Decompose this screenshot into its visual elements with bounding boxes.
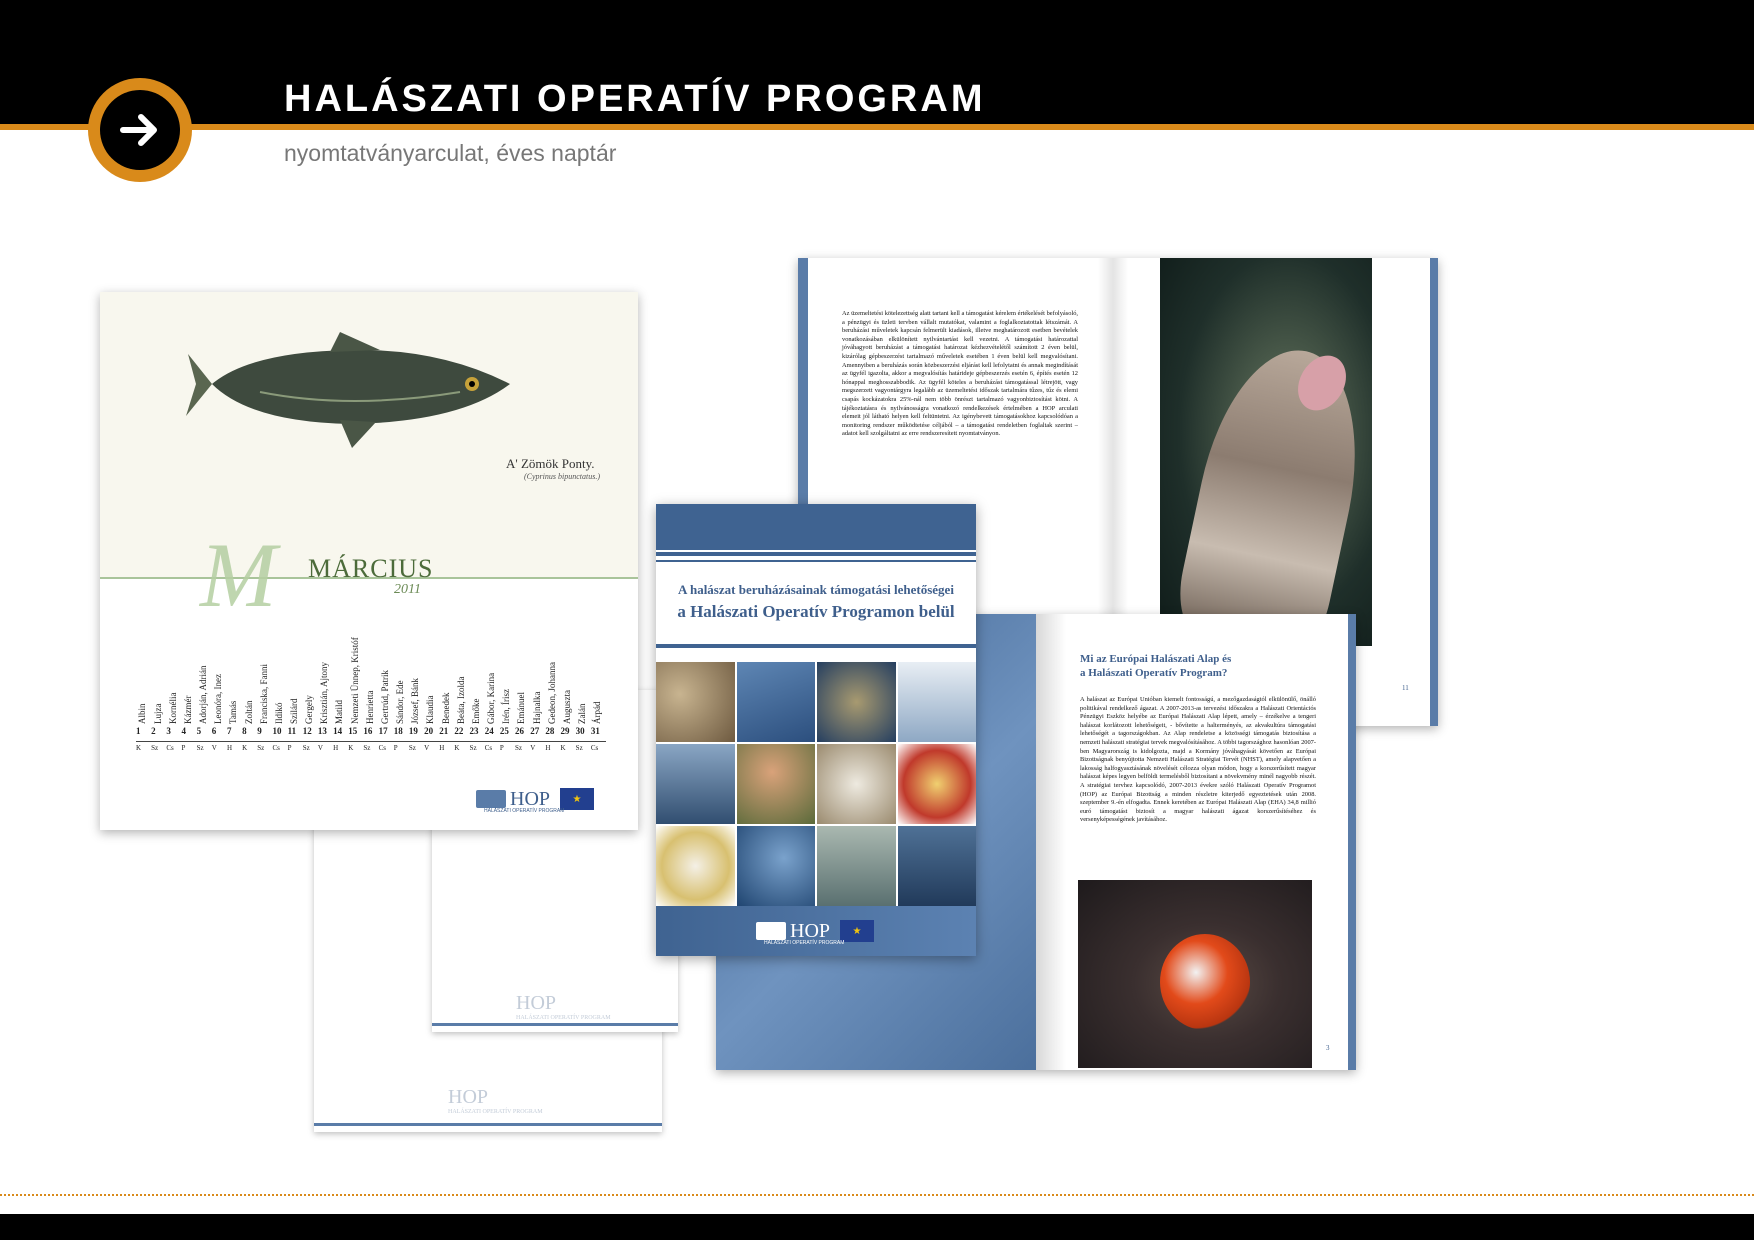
name-day: Lujza <box>152 703 163 724</box>
name-day: Zoltán <box>243 700 254 724</box>
day-number: 2 <box>151 726 156 736</box>
hop-word: HOP <box>790 920 831 942</box>
calendar-year: 2011 <box>394 582 421 597</box>
brochure-cover <box>656 504 976 956</box>
day-numbers <box>136 726 606 740</box>
name-day: Albin <box>137 703 148 724</box>
weekday-letter: Cs <box>378 744 386 752</box>
day-number: 29 <box>560 726 570 736</box>
weekday-letter: V <box>317 744 323 752</box>
name-day: Tamás <box>228 700 239 724</box>
name-day: Kázmér <box>182 695 193 724</box>
day-number: 12 <box>302 726 312 736</box>
weekday-letter: H <box>545 744 551 752</box>
day-number: 21 <box>439 726 449 736</box>
page-number: 3 <box>1326 1044 1330 1052</box>
day-number: 8 <box>242 726 247 736</box>
day-number: 20 <box>424 726 434 736</box>
day-number: 13 <box>317 726 327 736</box>
day-number: 4 <box>181 726 186 736</box>
name-day: Emánuel <box>516 692 527 724</box>
hop-watermark <box>448 1086 543 1115</box>
weekday-letter: Sz <box>302 744 310 752</box>
koi-fish <box>1160 934 1250 1030</box>
hop-watermark <box>516 992 611 1021</box>
photo-tile <box>898 826 977 906</box>
name-day: Auguszta <box>561 690 572 724</box>
day-number: 7 <box>226 726 232 736</box>
sheet-stripe <box>314 1123 662 1126</box>
fish-caption: A' Zömök Ponty. <box>506 456 595 471</box>
name-day: Klaudia <box>425 695 436 724</box>
page-subtitle: nyomtatványarculat, éves naptár <box>284 140 617 166</box>
day-number: 22 <box>454 726 464 736</box>
name-day: Henrietta <box>364 690 375 724</box>
weekday-letter: Cs <box>484 744 493 752</box>
day-number: 30 <box>575 726 585 736</box>
calendar-illustration <box>100 292 638 578</box>
bottom-bar <box>0 1214 1754 1240</box>
name-day: Ildikó <box>273 702 284 724</box>
weekday-letter: Cs <box>272 744 280 752</box>
spread-body-text: A halászat az Európai Unióban kiemelt fontosságú, a mezőgazdaságtól elkülönülő, önálló politikával rendelkező ágazat. A 2007-2013-as tervezési időszakra a Halászati Orientációs Pénzügyi Eszköz helyébe az Európai Halászati Alap lépett, amely – érzékelve a tengeri halászat korlátozott lehetőségeit, - bővítette a halterményés, az akvakultúra támogatási lehetőségét a tagországokban. Az Alap rendeletse a közösségi támogatás biztosítása a nemzeti halászati stratégiai tervek megvalósításához. A többi tagországhoz hasonlóan 2007-ben Magyarország is kidolgozta, majd a Kormány jóváhagyását követően az Európai Bizottságnak benyújtotta Nemzeti Halászati Stratégiai Tervét (NHST), amely alapvetően a lakosság halfogyasztásának növelését célozza olyan módon, hogy a korszerűsített magyar halászat képes legyen belföldi termelésből biztosítani a növekvmény minél nagyobb részét. A stratégiai tervhez kapcsolódó, 2007-2013 évekre szóló Halászati Operatív Programot (HOP) az Európai Bizottság a minden részletre kiterjedő egyeztetések után 2008. szeptember 9.-én elfogadta. Ennek keretében az Európai Halászati Alap (EHA) 34,8 millió euró támogatást biztosít a magyar halászati ágazat korszerűsítéséhez és versenyképességének javításához. <box>1080 696 1316 824</box>
photo-grid <box>656 662 976 906</box>
day-number: 25 <box>499 726 509 736</box>
photo-tile <box>656 662 735 742</box>
cover-band <box>656 504 976 550</box>
name-day: Matild <box>334 700 345 724</box>
trout-photo <box>1160 258 1372 646</box>
hop-word: HOP <box>510 788 551 810</box>
name-day: Emőke <box>470 698 481 724</box>
name-day: Hajnalka <box>531 691 542 724</box>
weekday-letter: V <box>530 744 536 752</box>
name-day: Nemzeti Ünnep, Kristóf <box>349 637 360 724</box>
photo-tile <box>898 662 977 742</box>
month-name: MÁRCIUS <box>308 554 434 583</box>
name-day: Gergely <box>304 695 315 724</box>
fish-latin-name: (Cyprinus bipunctatus.) <box>524 472 600 481</box>
page-title: HALÁSZATI OPERATÍV PROGRAM <box>284 78 986 120</box>
spread-edge <box>1430 258 1438 726</box>
photo-tile <box>737 744 816 824</box>
weekday-letter: P <box>287 744 292 752</box>
cover-band <box>656 560 976 562</box>
name-day: József, Bánk <box>410 678 421 724</box>
day-number: 26 <box>515 726 525 736</box>
name-day: Gedeon, Johanna <box>546 662 557 724</box>
day-number: 10 <box>272 726 282 736</box>
page-number: 11 <box>1402 684 1409 692</box>
hop-logo <box>476 788 594 814</box>
hop-sub: HALÁSZATI OPERATÍV PROGRAM <box>764 940 845 946</box>
name-day: Árpád <box>592 701 603 724</box>
photo-tile <box>898 744 977 824</box>
name-day: Kornélia <box>167 692 178 724</box>
weekday-letter: H <box>439 744 445 752</box>
name-day: Sándor, Ede <box>395 680 406 724</box>
day-number: 11 <box>287 726 297 736</box>
weekday-letter: Cs <box>166 744 174 752</box>
day-number: 17 <box>378 726 388 736</box>
weekday-letter: P <box>499 744 504 752</box>
koi-photo <box>1078 880 1312 1068</box>
day-number: 27 <box>530 726 540 736</box>
calendar-page <box>100 292 638 830</box>
weekday-letter: K <box>560 744 566 752</box>
name-day: Irén, Írisz <box>501 689 512 724</box>
weekday-letter: Sz <box>363 744 371 752</box>
footer-dotted-line <box>0 1194 1754 1196</box>
day-number: 18 <box>393 726 403 736</box>
arrow-right-icon <box>100 90 180 170</box>
name-days <box>136 614 606 724</box>
hop-sub: HALÁSZATI OPERATÍV PROGRAM <box>484 808 565 814</box>
heading-line-1: Mi az Európai Halászati Alap és <box>1080 653 1232 665</box>
month-initial: M <box>200 524 277 626</box>
name-day: Benedek <box>440 692 451 724</box>
photo-tile <box>656 826 735 906</box>
hop-sub: HALÁSZATI OPERATÍV PROGRAM <box>448 1109 543 1115</box>
hop-word: HOP <box>448 1086 489 1108</box>
hop-sub: HALÁSZATI OPERATÍV PROGRAM <box>516 1015 611 1021</box>
weekday-letter: K <box>348 744 354 752</box>
weekday-row <box>136 744 606 758</box>
day-number: 3 <box>166 726 171 736</box>
carp-illustration <box>100 292 638 578</box>
weekday-letter: H <box>333 744 339 752</box>
weekday-letter: V <box>211 744 217 752</box>
sheet-stripe <box>432 1023 678 1026</box>
name-day: Beáta, Izolda <box>455 676 466 724</box>
spread-gutter <box>1036 614 1066 1070</box>
fish-logo-icon <box>476 790 506 808</box>
name-day: Krisztián, Ajtony <box>319 662 330 724</box>
name-day: Gábor, Karina <box>486 672 497 724</box>
name-day: Gertrúd, Patrik <box>379 670 390 724</box>
name-day: Franciska, Fanni <box>258 664 269 724</box>
weekday-letter: Sz <box>408 744 416 752</box>
weekday-letter: Sz <box>515 744 523 752</box>
photo-tile <box>656 744 735 824</box>
weekday-letter: Sz <box>151 744 159 752</box>
calendar-rule <box>136 741 606 742</box>
cover-rule <box>656 644 976 648</box>
spread-edge <box>1348 614 1356 1070</box>
weekday-letter: V <box>424 744 430 752</box>
weekday-letter: Sz <box>575 744 583 752</box>
weekday-letter: P <box>181 744 186 752</box>
photo-tile <box>817 744 896 824</box>
photo-tile <box>817 662 896 742</box>
spread-body-text: Az üzemeltetési kötelezettség alatt tartani kell a támogatást kérelem értékelését befolyásoló, a pénzügyi és üzleti tervben vállalt mutatókat, valamint a foglalkoztatottak létszámát. A beruházási műveletek kapcsán felmerült kiadások, illetve meghatározott esetben bevételek vonatkozásában elkülönített nyilvántartást kell vezetni. A támogatási határozattal jóváhagyott beruházást a támogatási határozat kézhezvételétől számított 2 éven belül, kizárólag gépbeszerzést tartalmazó műveletek esetében 1 éven belül kell megvalósítani. Amennyiben a beruházás során közbeszerzési eljárást kell lefolytatni és annak megindítását az ügyfél igazolta, akkor a megvalósítás határideje gépbeszerzés esetén 6, építés esetén 12 hónappal meghosszabbodik. Az ügyfél köteles a beruházást támogatással létrejött, vagy megszerzett vagyontárgyra legalább az üzemeltetési időszak tartalmára tűzes, tűz és elemi csapás kockázatokra 25%-nál nem több önrészt tartalmazó vagyonbiztosítást kötni. A tájékoztatásra és nyilvánosságra vonatkozó rendelkezések értelmében a HOP arculati elemeit jól látható helyen kell feltüntetni. Az igénybevett támogatásokhoz kapcsolódóan a monitoring rendszer működtetése céljából – a támogatási rendeletben foglaltak szerint – adatot kell szolgáltatni az erre rendszeresített nyomtatványon. <box>842 310 1078 438</box>
name-day: Szilárd <box>288 698 299 724</box>
weekday-letter: Sz <box>196 744 204 752</box>
name-day: Leonóra, Inez <box>213 674 224 724</box>
name-day: Adorján, Adrián <box>198 665 209 724</box>
day-number: 1 <box>136 726 141 736</box>
hop-logo <box>756 920 874 946</box>
name-day: Zalán <box>577 703 588 724</box>
eu-flag-icon: ★ <box>560 788 594 810</box>
day-number: 15 <box>348 726 358 736</box>
day-number: 31 <box>590 726 600 736</box>
day-number: 5 <box>196 726 202 736</box>
photo-tile <box>817 826 896 906</box>
weekday-letter: Sz <box>257 744 265 752</box>
weekday-letter: H <box>226 744 233 752</box>
arrow-badge <box>88 78 192 182</box>
day-number: 24 <box>484 726 494 736</box>
day-number: 19 <box>408 726 418 736</box>
cover-title-line-2: a Halászati Operatív Programon belül <box>677 602 955 621</box>
weekday-letter: K <box>454 744 460 752</box>
day-number: 6 <box>211 726 217 736</box>
weekday-letter: K <box>136 744 142 752</box>
heading-line-2: a Halászati Operatív Program? <box>1080 667 1228 679</box>
day-number: 9 <box>257 726 262 736</box>
photo-tile <box>737 662 816 742</box>
photo-tile <box>737 826 816 906</box>
cover-title-line-1: A halászat beruházásainak támogatási lehetőségei <box>678 582 954 597</box>
day-number: 14 <box>333 726 343 736</box>
weekday-letter: K <box>242 744 248 752</box>
weekday-letter: P <box>393 744 398 752</box>
eu-flag-icon: ★ <box>840 920 874 942</box>
day-number: 28 <box>545 726 555 736</box>
day-number: 16 <box>363 726 373 736</box>
weekday-letter: Cs <box>590 744 599 752</box>
section-heading <box>1080 652 1280 680</box>
cover-footer <box>656 906 976 956</box>
day-number: 23 <box>469 726 479 736</box>
trout-body <box>1170 336 1379 661</box>
accent-line <box>0 124 1754 130</box>
weekday-letter: Sz <box>469 744 477 752</box>
fish-logo-icon <box>756 922 786 940</box>
hop-word: HOP <box>516 992 557 1014</box>
cover-band <box>656 552 976 556</box>
